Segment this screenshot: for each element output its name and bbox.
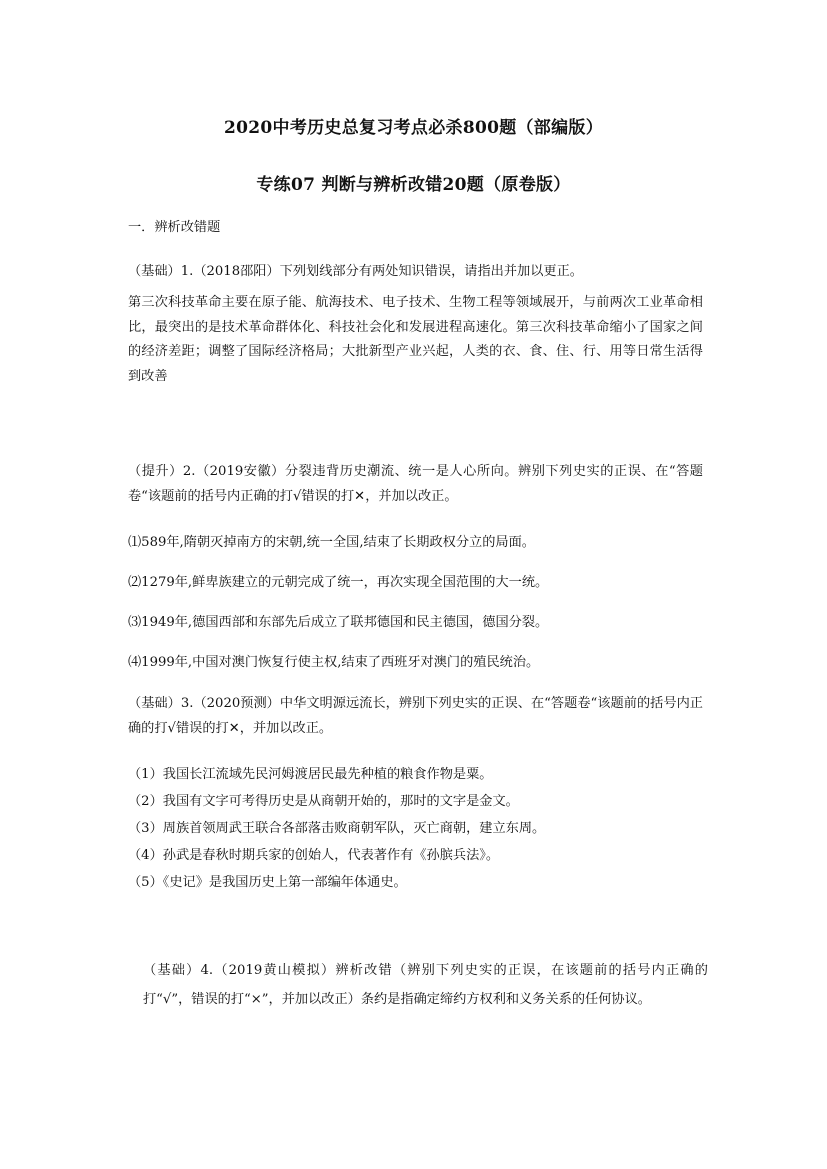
question-4: （基础）4.（2019黄山模拟）辨析改错（辨别下列史实的正误，在该题前的括号内正确的打“√”，错误的打“×”，并加以改正）条约是指确定缔约方权利和义务关系的任何协议。 xyxy=(143,963,708,1007)
question-1-header: （基础）1.（2018邵阳）下列划线部分有两处知识错误，请指出并加以更正。 xyxy=(128,264,583,279)
question-3-item: （4）孙武是春秋时期兵家的创始人，代表著作有《孙膑兵法》。 xyxy=(128,848,500,863)
question-2-item: ⑷1999年,中国对澳门恢复行使主权,结束了西班牙对澳门的殖民统治。 xyxy=(128,655,540,670)
question-3-item: （5）《史记》是我国历史上第一部编年体通史。 xyxy=(128,875,407,890)
document-title: 2020中考历史总复习考点必杀800题（部编版） xyxy=(224,118,603,138)
question-2-item: ⑵1279年,鲜卑族建立的元朝完成了统一，再次实现全国范围的大一统。 xyxy=(128,575,549,590)
question-2-item: ⑴589年,隋朝灭掉南方的宋朝,统一全国,结束了长期政权分立的局面。 xyxy=(128,535,535,550)
document-subtitle: 专练07 判断与辨析改错20题（原卷版） xyxy=(256,175,571,195)
question-3-item: （1）我国长江流域先民河姆渡居民最先种植的粮食作物是粟。 xyxy=(128,767,493,782)
question-3-item: （2）我国有文字可考得历史是从商朝开始的，那时的文字是金文。 xyxy=(128,794,519,809)
question-3-header: （基础）3.（2020预测）中华文明源远流长，辨别下列史实的正误、在“答题卷“该题前的括号内正确的打√错误的打✕，并加以改正。 xyxy=(128,696,703,736)
question-2-item: ⑶1949年,德国西部和东部先后成立了联邦德国和民主德国，德国分裂。 xyxy=(128,615,549,630)
section-heading: 一．辨析改错题 xyxy=(128,220,221,235)
question-2-header: （提升）2.（2019安徽）分裂违背历史潮流、统一是人心所向。辨别下列史实的正误、在“答题卷“该题前的括号内正确的打√错误的打✕，并加以改正。 xyxy=(128,464,703,504)
question-1-body: 第三次科技革命主要在原子能、航海技术、电子技术、生物工程等领域展开，与前两次工业革命相比，最突出的是技术革命群体化、科技社会化和发展进程高速化。第三次科技革命缩小了国家之间的经济差距；调整了国际经济格局；大批新型产业兴起，人类的衣、食、住、行、用等日常生活得到改善 xyxy=(128,295,703,384)
question-3-item: （3）周族首领周武王联合各部落击败商朝军队，灭亡商朝，建立东周。 xyxy=(128,821,546,836)
